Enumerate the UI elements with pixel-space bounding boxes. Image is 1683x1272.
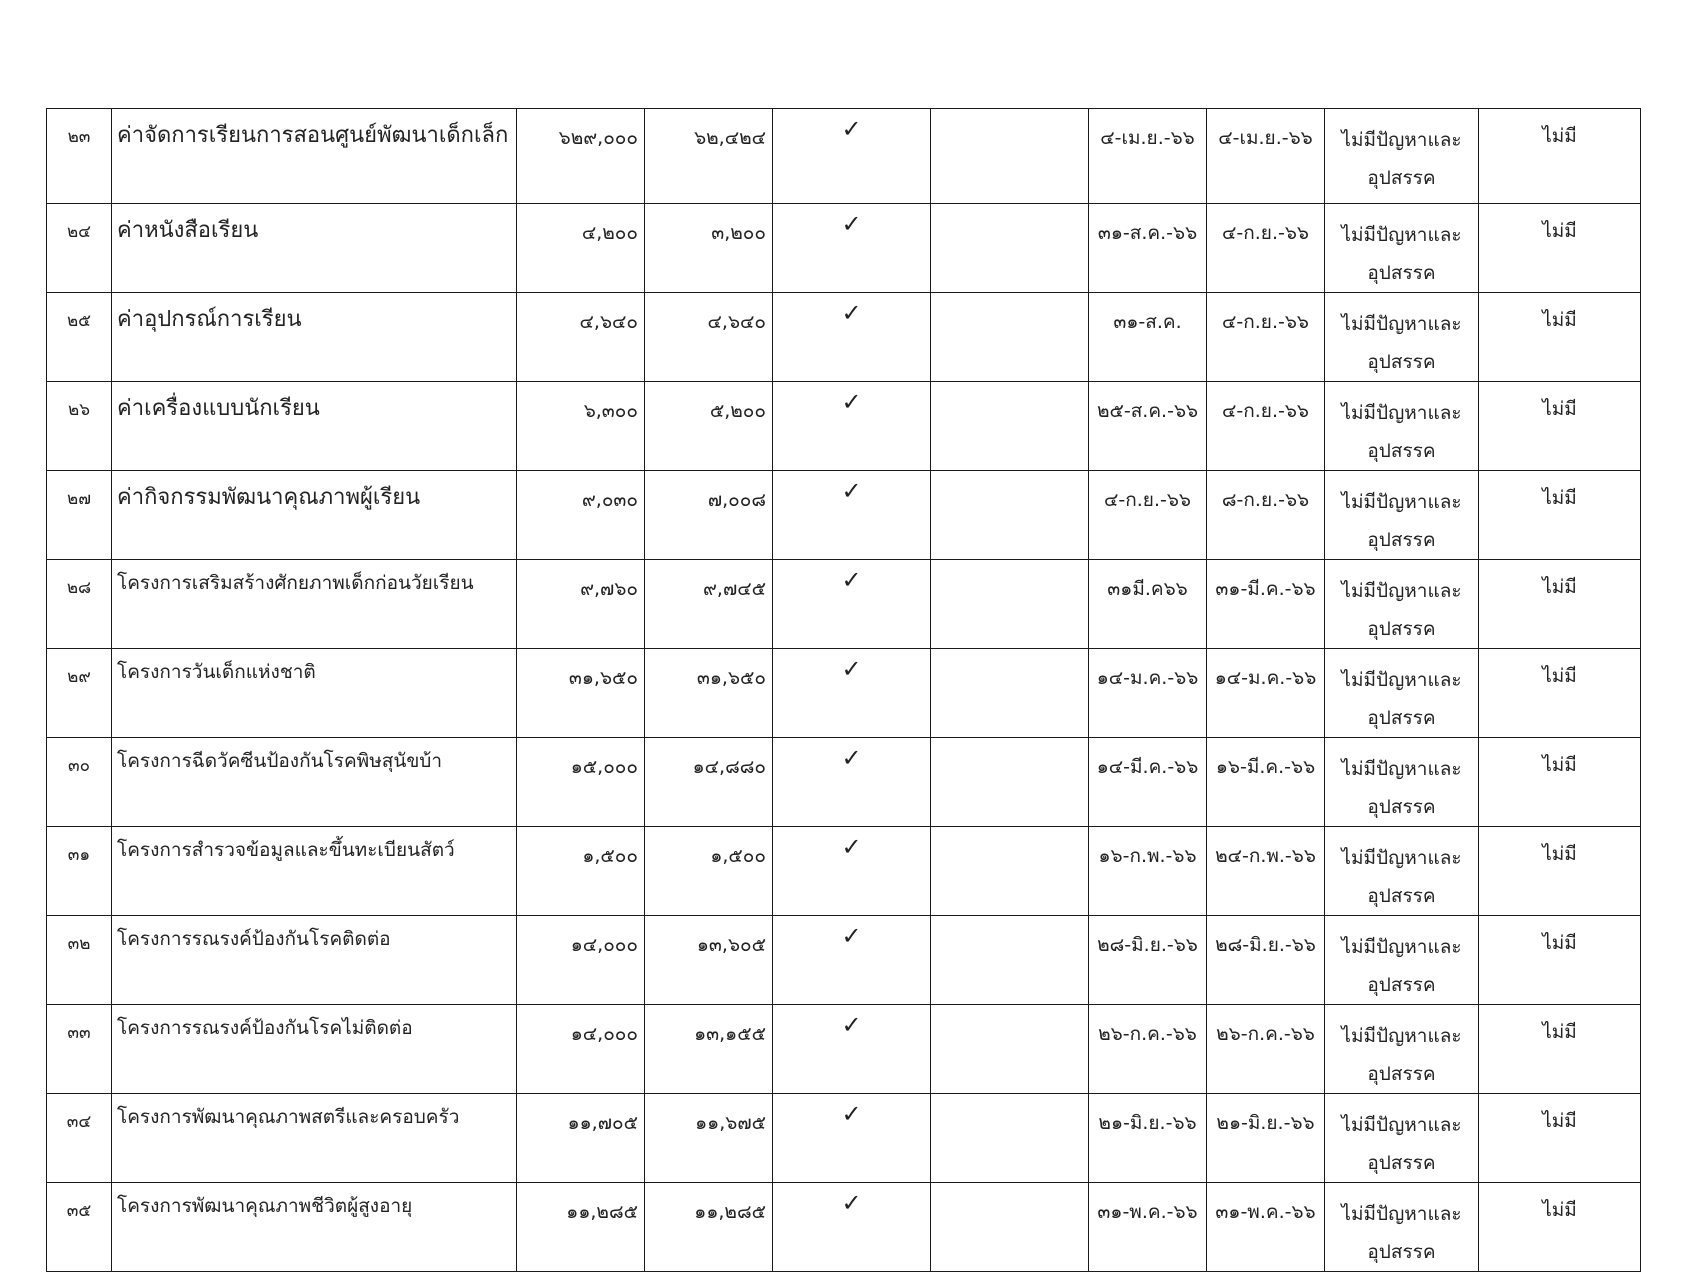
empty-cell	[931, 738, 1089, 827]
result-cell: ไม่มี	[1479, 1005, 1641, 1094]
empty-cell	[931, 916, 1089, 1005]
table-row	[47, 1094, 1641, 1183]
issue-cell	[1325, 1183, 1479, 1272]
end-date: ๓๑-พ.ค.-๖๖	[1207, 1183, 1325, 1272]
empty-cell	[931, 109, 1089, 204]
table-row	[47, 382, 1641, 471]
result-cell: ไม่มี	[1479, 109, 1641, 204]
result-cell: ไม่มี	[1479, 382, 1641, 471]
project-name: ค่าจัดการเรียนการสอนศูนย์พัฒนาเด็กเล็ก	[112, 109, 517, 204]
completed-checkmark: ✓	[773, 738, 931, 827]
issue-line1: ไม่มีปัญหาและ	[1341, 580, 1462, 602]
completed-checkmark: ✓	[773, 471, 931, 560]
end-date: ๔-ก.ย.-๖๖	[1207, 382, 1325, 471]
project-name: ค่าหนังสือเรียน	[112, 204, 517, 293]
spent-amount: ๑๓,๖๐๕	[645, 916, 773, 1005]
budget-amount: ๑๑,๒๘๕	[517, 1183, 645, 1272]
completed-checkmark: ✓	[773, 293, 931, 382]
empty-cell	[931, 649, 1089, 738]
issue-cell	[1325, 109, 1479, 204]
issue-cell	[1325, 293, 1479, 382]
result-cell: ไม่มี	[1479, 738, 1641, 827]
project-name: โครงการสำรวจข้อมูลและขึ้นทะเบียนสัตว์	[112, 827, 517, 916]
completed-checkmark: ✓	[773, 382, 931, 471]
project-name: ค่ากิจกรรมพัฒนาคุณภาพผู้เรียน	[112, 471, 517, 560]
row-number: ๓๒	[47, 916, 112, 1005]
completed-checkmark: ✓	[773, 109, 931, 204]
empty-cell	[931, 560, 1089, 649]
issue-line2: อุปสรรค	[1367, 529, 1436, 551]
spent-amount: ๕,๒๐๐	[645, 382, 773, 471]
issue-line1: ไม่มีปัญหาและ	[1341, 1203, 1462, 1225]
start-date: ๑๖-ก.พ.-๖๖	[1089, 827, 1207, 916]
issue-line1: ไม่มีปัญหาและ	[1341, 936, 1462, 958]
budget-amount: ๑๕,๐๐๐	[517, 738, 645, 827]
budget-amount: ๙,๗๖๐	[517, 560, 645, 649]
issue-cell	[1325, 204, 1479, 293]
issue-cell	[1325, 649, 1479, 738]
empty-cell	[931, 1183, 1089, 1272]
project-report-table	[46, 108, 1641, 1272]
issue-line1: ไม่มีปัญหาและ	[1341, 758, 1462, 780]
budget-amount: ๙,๐๓๐	[517, 471, 645, 560]
completed-checkmark: ✓	[773, 649, 931, 738]
table-row	[47, 649, 1641, 738]
completed-checkmark: ✓	[773, 916, 931, 1005]
completed-checkmark: ✓	[773, 827, 931, 916]
table-row	[47, 738, 1641, 827]
empty-cell	[931, 1094, 1089, 1183]
budget-amount: ๖๒๙,๐๐๐	[517, 109, 645, 204]
table-row	[47, 293, 1641, 382]
result-cell: ไม่มี	[1479, 1094, 1641, 1183]
empty-cell	[931, 827, 1089, 916]
project-name: โครงการรณรงค์ป้องกันโรคไม่ติดต่อ	[112, 1005, 517, 1094]
end-date: ๒๑-มิ.ย.-๖๖	[1207, 1094, 1325, 1183]
row-number: ๒๙	[47, 649, 112, 738]
issue-line1: ไม่มีปัญหาและ	[1341, 1114, 1462, 1136]
budget-amount: ๓๑,๖๕๐	[517, 649, 645, 738]
project-name: โครงการรณรงค์ป้องกันโรคติดต่อ	[112, 916, 517, 1005]
issue-line2: อุปสรรค	[1367, 262, 1436, 284]
issue-line2: อุปสรรค	[1367, 885, 1436, 907]
end-date: ๓๑-มี.ค.-๖๖	[1207, 560, 1325, 649]
spent-amount: ๑๑,๒๘๕	[645, 1183, 773, 1272]
spent-amount: ๑,๕๐๐	[645, 827, 773, 916]
issue-line2: อุปสรรค	[1367, 351, 1436, 373]
start-date: ๑๔-มี.ค.-๖๖	[1089, 738, 1207, 827]
result-cell: ไม่มี	[1479, 293, 1641, 382]
issue-cell	[1325, 916, 1479, 1005]
end-date: ๒๘-มิ.ย.-๖๖	[1207, 916, 1325, 1005]
issue-line1: ไม่มีปัญหาและ	[1341, 402, 1462, 424]
issue-line2: อุปสรรค	[1367, 618, 1436, 640]
start-date: ๓๑มี.ค๖๖	[1089, 560, 1207, 649]
issue-line2: อุปสรรค	[1367, 1241, 1436, 1263]
row-number: ๓๓	[47, 1005, 112, 1094]
spent-amount: ๔,๖๔๐	[645, 293, 773, 382]
budget-amount: ๖,๓๐๐	[517, 382, 645, 471]
row-number: ๒๔	[47, 204, 112, 293]
budget-amount: ๔,๒๐๐	[517, 204, 645, 293]
completed-checkmark: ✓	[773, 1183, 931, 1272]
issue-cell	[1325, 827, 1479, 916]
project-name: ค่าอุปกรณ์การเรียน	[112, 293, 517, 382]
result-cell: ไม่มี	[1479, 204, 1641, 293]
start-date: ๓๑-ส.ค.-๖๖	[1089, 204, 1207, 293]
row-number: ๒๘	[47, 560, 112, 649]
project-name: โครงการวันเด็กแห่งชาติ	[112, 649, 517, 738]
issue-line1: ไม่มีปัญหาและ	[1341, 1025, 1462, 1047]
result-cell: ไม่มี	[1479, 1183, 1641, 1272]
issue-cell	[1325, 471, 1479, 560]
table-row	[47, 827, 1641, 916]
issue-line2: อุปสรรค	[1367, 440, 1436, 462]
start-date: ๔-เม.ย.-๖๖	[1089, 109, 1207, 204]
spent-amount: ๑๔,๘๘๐	[645, 738, 773, 827]
row-number: ๒๖	[47, 382, 112, 471]
end-date: ๔-เม.ย.-๖๖	[1207, 109, 1325, 204]
issue-line2: อุปสรรค	[1367, 707, 1436, 729]
table-row	[47, 1183, 1641, 1272]
issue-line1: ไม่มีปัญหาและ	[1341, 313, 1462, 335]
result-cell: ไม่มี	[1479, 471, 1641, 560]
budget-amount: ๑๔,๐๐๐	[517, 916, 645, 1005]
budget-amount: ๔,๖๔๐	[517, 293, 645, 382]
row-number: ๒๓	[47, 109, 112, 204]
issue-line2: อุปสรรค	[1367, 167, 1436, 189]
start-date: ๓๑-พ.ค.-๖๖	[1089, 1183, 1207, 1272]
issue-line1: ไม่มีปัญหาและ	[1341, 491, 1462, 513]
end-date: ๒๔-ก.พ.-๖๖	[1207, 827, 1325, 916]
row-number: ๓๕	[47, 1183, 112, 1272]
start-date: ๑๔-ม.ค.-๖๖	[1089, 649, 1207, 738]
result-cell: ไม่มี	[1479, 916, 1641, 1005]
empty-cell	[931, 471, 1089, 560]
row-number: ๓๑	[47, 827, 112, 916]
issue-line1: ไม่มีปัญหาและ	[1341, 669, 1462, 691]
end-date: ๒๖-ก.ค.-๖๖	[1207, 1005, 1325, 1094]
empty-cell	[931, 293, 1089, 382]
spent-amount: ๑๑,๖๗๕	[645, 1094, 773, 1183]
budget-amount: ๑๑,๗๐๕	[517, 1094, 645, 1183]
end-date: ๘-ก.ย.-๖๖	[1207, 471, 1325, 560]
end-date: ๔-ก.ย.-๖๖	[1207, 204, 1325, 293]
empty-cell	[931, 382, 1089, 471]
empty-cell	[931, 1005, 1089, 1094]
completed-checkmark: ✓	[773, 560, 931, 649]
table-row	[47, 471, 1641, 560]
start-date: ๓๑-ส.ค.	[1089, 293, 1207, 382]
end-date: ๑๖-มี.ค.-๖๖	[1207, 738, 1325, 827]
project-name: โครงการพัฒนาคุณภาพชีวิตผู้สูงอายุ	[112, 1183, 517, 1272]
table-row	[47, 916, 1641, 1005]
spent-amount: ๗,๐๐๘	[645, 471, 773, 560]
end-date: ๔-ก.ย.-๖๖	[1207, 293, 1325, 382]
table-row	[47, 1005, 1641, 1094]
result-cell: ไม่มี	[1479, 649, 1641, 738]
budget-amount: ๑๔,๐๐๐	[517, 1005, 645, 1094]
issue-line2: อุปสรรค	[1367, 796, 1436, 818]
table-row	[47, 204, 1641, 293]
start-date: ๔-ก.ย.-๖๖	[1089, 471, 1207, 560]
table-row	[47, 109, 1641, 204]
project-name: โครงการเสริมสร้างศักยภาพเด็กก่อนวัยเรียน	[112, 560, 517, 649]
report-sheet	[46, 108, 1640, 1263]
issue-cell	[1325, 1094, 1479, 1183]
issue-line2: อุปสรรค	[1367, 974, 1436, 996]
project-name: ค่าเครื่องแบบนักเรียน	[112, 382, 517, 471]
issue-line2: อุปสรรค	[1367, 1152, 1436, 1174]
spent-amount: ๙,๗๔๕	[645, 560, 773, 649]
row-number: ๓๐	[47, 738, 112, 827]
issue-cell	[1325, 560, 1479, 649]
start-date: ๒๑-มิ.ย.-๖๖	[1089, 1094, 1207, 1183]
spent-amount: ๖๒,๔๒๔	[645, 109, 773, 204]
issue-line1: ไม่มีปัญหาและ	[1341, 224, 1462, 246]
spent-amount: ๓๑,๖๕๐	[645, 649, 773, 738]
result-cell: ไม่มี	[1479, 560, 1641, 649]
empty-cell	[931, 204, 1089, 293]
end-date: ๑๔-ม.ค.-๖๖	[1207, 649, 1325, 738]
row-number: ๓๔	[47, 1094, 112, 1183]
completed-checkmark: ✓	[773, 1094, 931, 1183]
budget-amount: ๑,๕๐๐	[517, 827, 645, 916]
issue-cell	[1325, 1005, 1479, 1094]
spent-amount: ๑๓,๑๕๕	[645, 1005, 773, 1094]
project-name: โครงการฉีดวัคซีนป้องกันโรคพิษสุนัขบ้า	[112, 738, 517, 827]
start-date: ๒๘-มิ.ย.-๖๖	[1089, 916, 1207, 1005]
project-name: โครงการพัฒนาคุณภาพสตรีและครอบครัว	[112, 1094, 517, 1183]
row-number: ๒๗	[47, 471, 112, 560]
completed-checkmark: ✓	[773, 204, 931, 293]
start-date: ๒๕-ส.ค.-๖๖	[1089, 382, 1207, 471]
issue-cell	[1325, 738, 1479, 827]
issue-line1: ไม่มีปัญหาและ	[1341, 129, 1462, 151]
result-cell: ไม่มี	[1479, 827, 1641, 916]
table-row	[47, 560, 1641, 649]
issue-line1: ไม่มีปัญหาและ	[1341, 847, 1462, 869]
completed-checkmark: ✓	[773, 1005, 931, 1094]
spent-amount: ๓,๒๐๐	[645, 204, 773, 293]
issue-line2: อุปสรรค	[1367, 1063, 1436, 1085]
row-number: ๒๕	[47, 293, 112, 382]
issue-cell	[1325, 382, 1479, 471]
start-date: ๒๖-ก.ค.-๖๖	[1089, 1005, 1207, 1094]
